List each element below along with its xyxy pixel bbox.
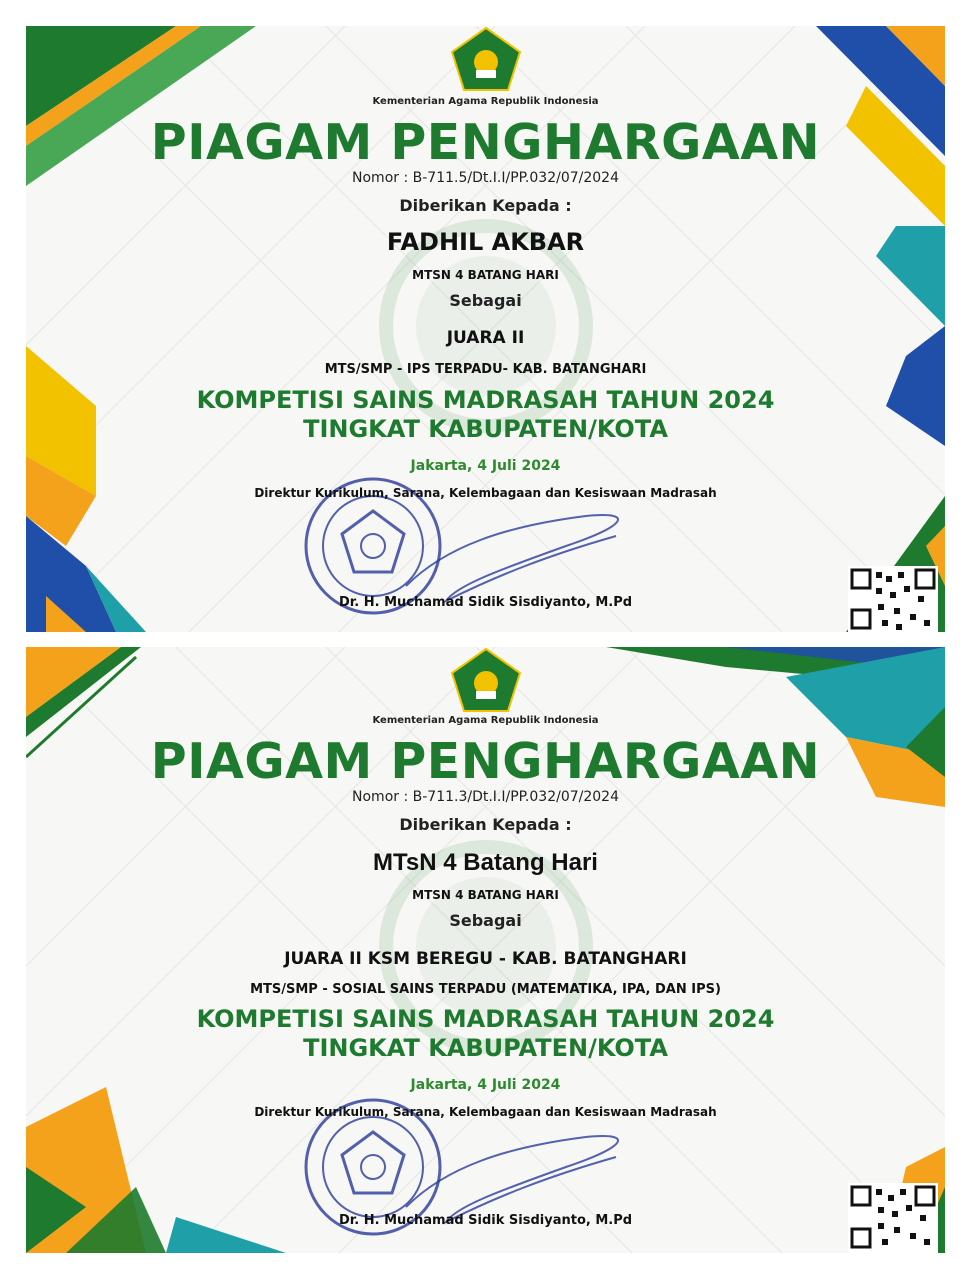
recipient-name: FADHIL AKBAR — [386, 228, 585, 256]
ministry-name: Kementerian Agama Republik Indonesia — [372, 96, 599, 107]
as-label: Sebagai — [449, 291, 522, 310]
school-name: MTSN 4 BATANG HARI — [412, 268, 559, 282]
director-title: Direktur Kurikulum, Sarana, Kelembagaan dan Kesiswaan Madrasah — [254, 486, 717, 500]
signer-name: Dr. H. Muchamad Sidik Sisdiyanto, M.Pd — [338, 1213, 633, 1228]
award-title: JUARA II — [446, 328, 525, 348]
certificate-title: PIAGAM PENGHARGAAN — [150, 733, 821, 790]
given-to-label: Diberikan Kepada : — [399, 196, 572, 215]
kemenag-logo — [452, 28, 520, 90]
award-category: MTS/SMP - SOSIAL SAINS TERPADU (MATEMATIKA, IPA, DAN IPS) — [250, 982, 721, 997]
place-date: Jakarta, 4 Juli 2024 — [410, 458, 561, 474]
given-to-label: Diberikan Kepada : — [399, 815, 572, 834]
competition-line-1: KOMPETISI SAINS MADRASAH TAHUN 2024 — [196, 386, 775, 414]
school-name: MTSN 4 BATANG HARI — [412, 888, 559, 902]
certificate-number: Nomor : B-711.5/Dt.I.I/PP.032/07/2024 — [352, 170, 619, 186]
certificate-number: Nomor : B-711.3/Dt.I.I/PP.032/07/2024 — [352, 789, 619, 805]
signer-name: Dr. H. Muchamad Sidik Sisdiyanto, M.Pd — [338, 595, 633, 610]
certificate-title: PIAGAM PENGHARGAAN — [150, 114, 821, 171]
as-label: Sebagai — [449, 911, 522, 930]
award-category: MTS/SMP - IPS TERPADU- KAB. BATANGHARI — [324, 362, 647, 377]
award-title: JUARA II KSM BEREGU - KAB. BATANGHARI — [284, 949, 687, 969]
certificate-1 — [26, 26, 945, 632]
kemenag-logo — [452, 649, 520, 711]
competition-line-1: KOMPETISI SAINS MADRASAH TAHUN 2024 — [196, 1005, 775, 1033]
competition-line-2: TINGKAT KABUPATEN/KOTA — [303, 415, 668, 443]
ministry-name: Kementerian Agama Republik Indonesia — [372, 715, 599, 726]
director-title: Direktur Kurikulum, Sarana, Kelembagaan dan Kesiswaan Madrasah — [254, 1105, 717, 1119]
competition-line-2: TINGKAT KABUPATEN/KOTA — [303, 1034, 668, 1062]
certificate-2 — [26, 647, 945, 1253]
place-date: Jakarta, 4 Juli 2024 — [410, 1077, 561, 1093]
recipient-name: MTsN 4 Batang Hari — [373, 849, 598, 876]
